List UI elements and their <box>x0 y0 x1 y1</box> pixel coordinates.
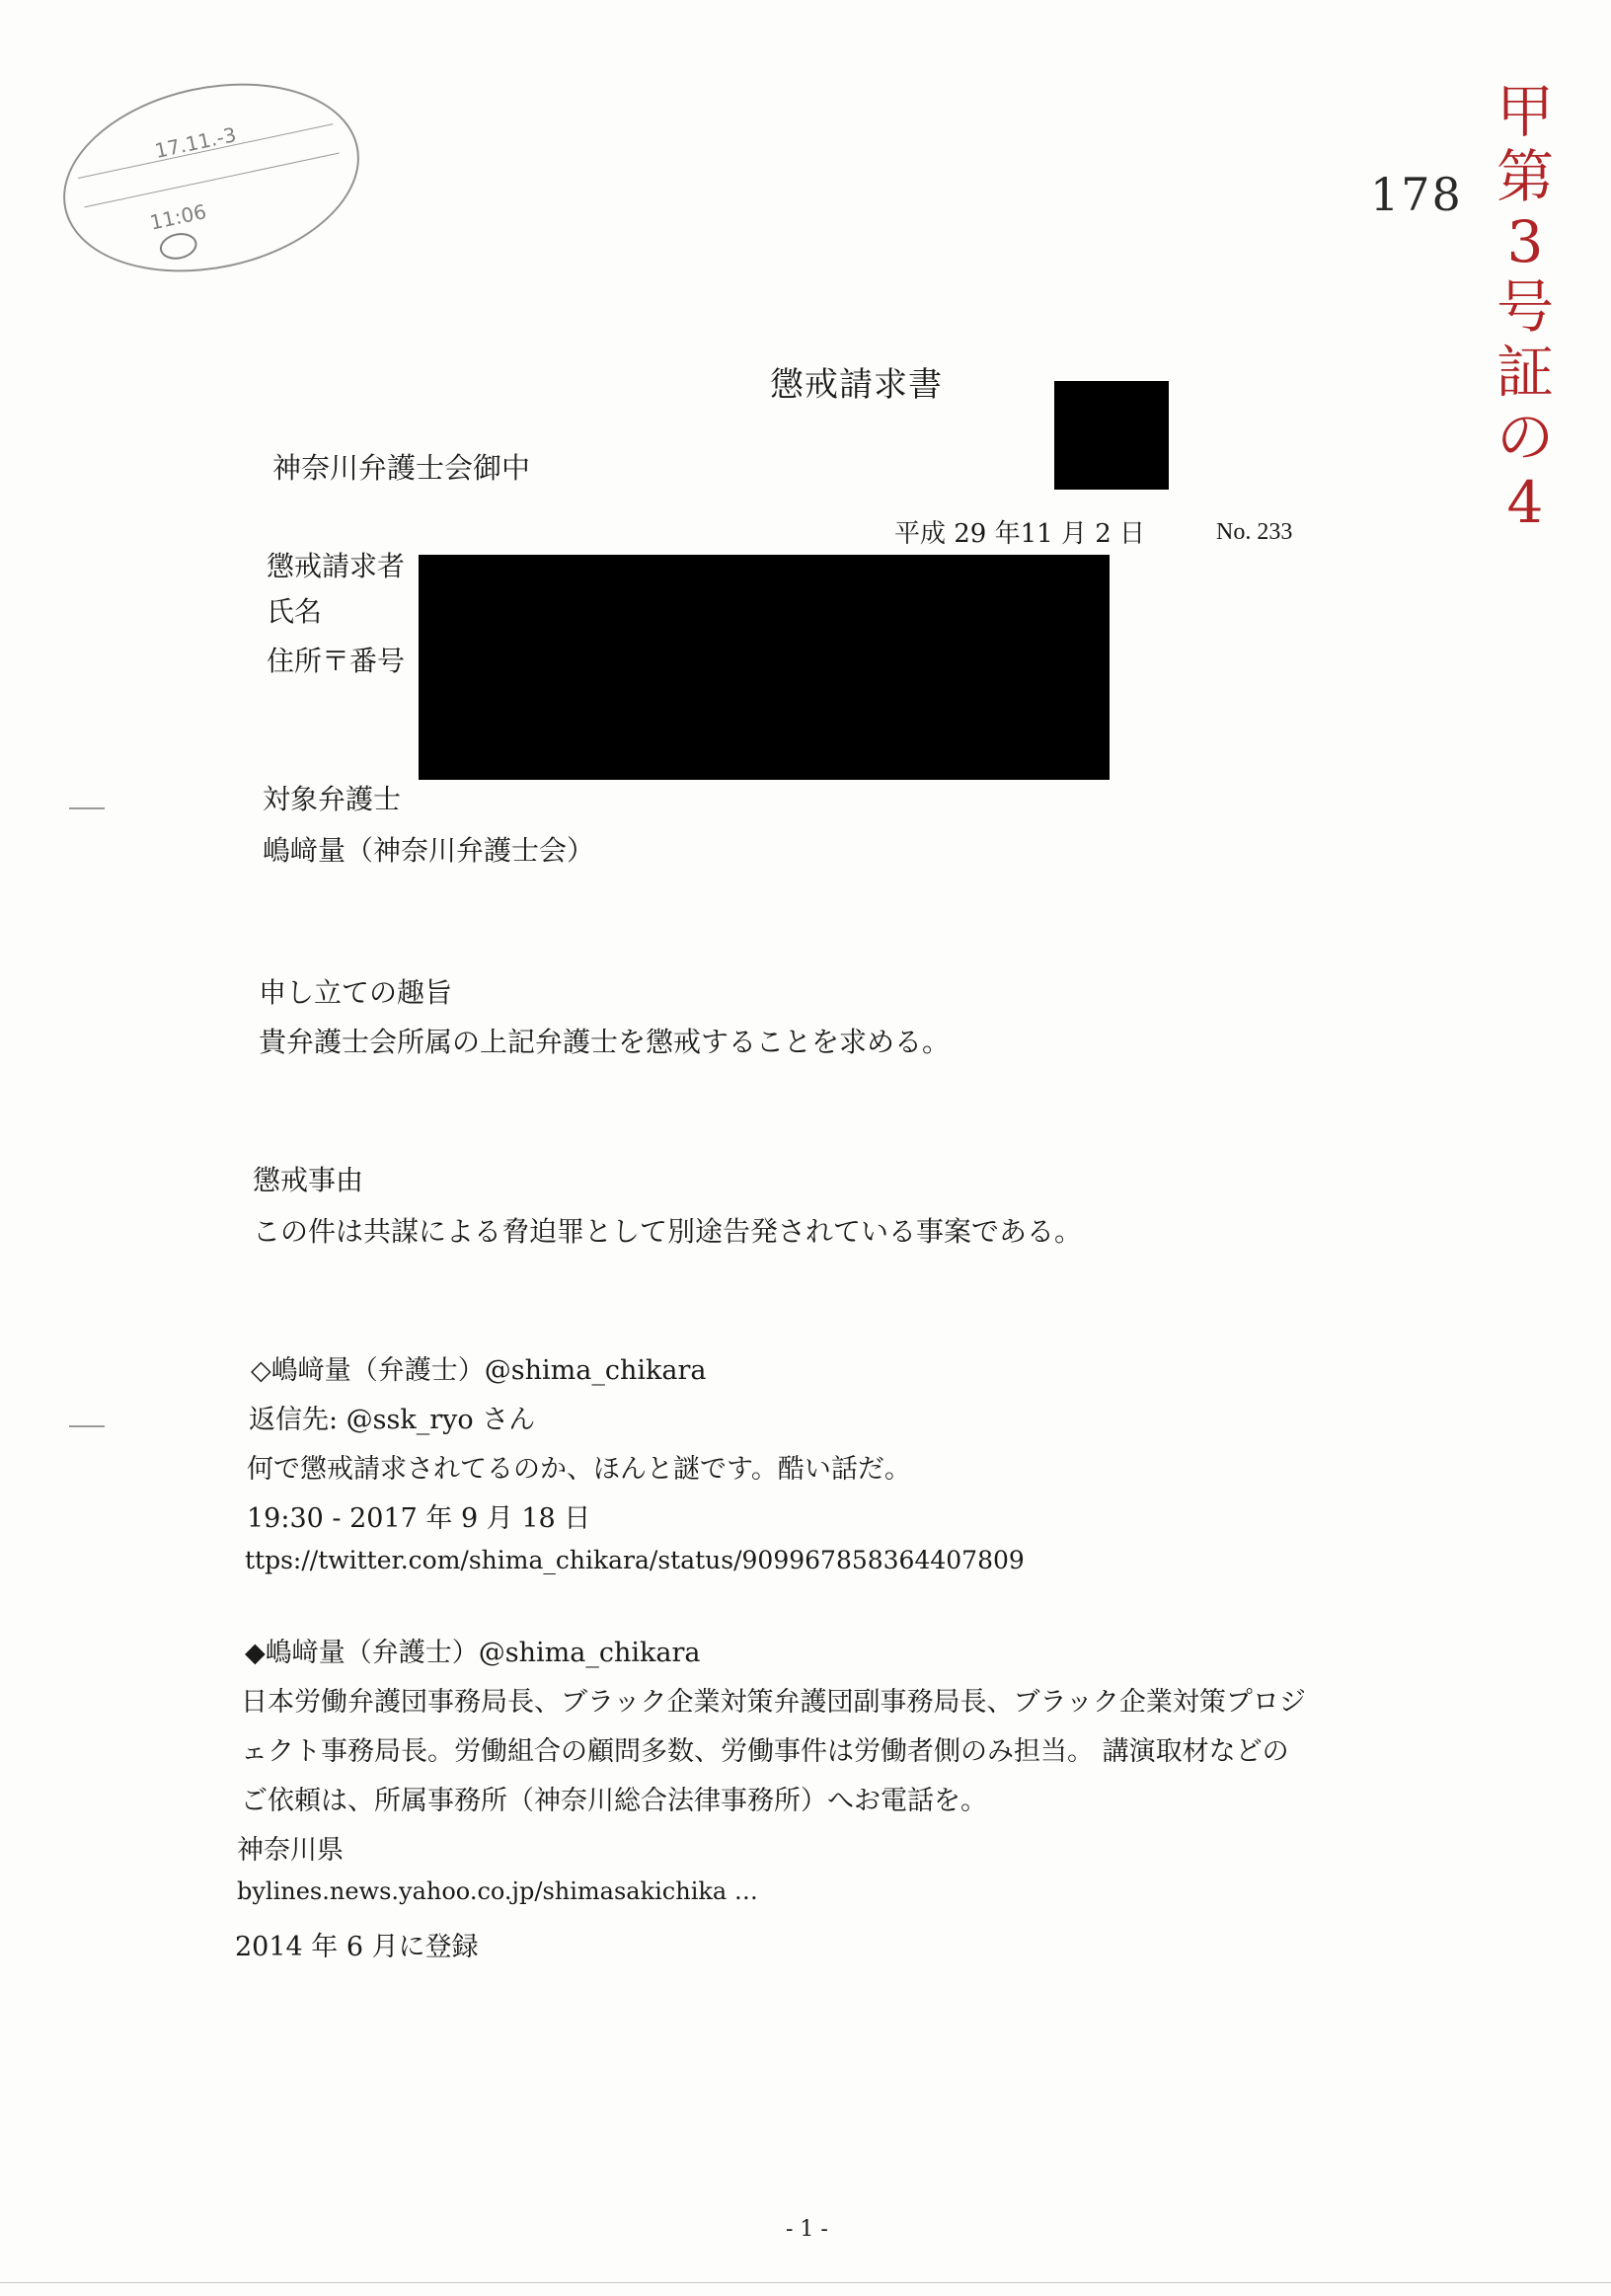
tweet-reply-to: 返信先: @ssk_ryo さん <box>249 1405 536 1435</box>
document-number: No. 233 <box>1216 519 1293 545</box>
profile-bio-line: ェクト事務局長。労働組合の顧問多数、労働事件は労働者側のみ担当。 講演取材などの <box>241 1736 1289 1767</box>
exhibit-char: 4 <box>1506 469 1544 536</box>
handwritten-page-number: 178 <box>1370 168 1463 221</box>
exhibit-char: の <box>1496 404 1554 471</box>
exhibit-char: 第 <box>1496 143 1554 210</box>
redaction-block-small <box>1054 381 1169 490</box>
page-footer-number: - 1 - <box>786 2217 828 2242</box>
profile-bio-line: ご依頼は、所属事務所（神奈川総合法律事務所）へお電話を。 <box>241 1786 987 1816</box>
profile-author: ◆嶋﨑量（弁護士）@shima_chikara <box>245 1638 701 1668</box>
addressee: 神奈川弁護士会御中 <box>272 451 531 485</box>
redaction-block-large <box>419 555 1110 780</box>
name-label: 氏名 <box>267 595 323 628</box>
purpose-heading: 申し立ての趣旨 <box>259 976 453 1009</box>
received-stamp <box>45 57 377 297</box>
stamp-time: 11:06 <box>147 199 209 235</box>
tweet-author: ◇嶋﨑量（弁護士）@shima_chikara <box>251 1355 707 1386</box>
profile-joined: 2014 年 6 月に登録 <box>235 1932 479 1962</box>
exhibit-char: 3 <box>1506 208 1544 275</box>
tweet-datetime: 19:30 - 2017 年 9 月 18 日 <box>247 1503 591 1534</box>
profile-link: bylines.news.yahoo.co.jp/shimasakichika … <box>237 1877 758 1905</box>
profile-location: 神奈川県 <box>237 1835 344 1866</box>
stamp-date: 17.11.-3 <box>152 122 239 163</box>
stamp-circle-mark <box>157 230 199 263</box>
complainant-label: 懲戒請求者 <box>267 550 406 582</box>
reason-text: この件は共謀による脅迫罪として別途告発されている事案である。 <box>253 1215 1083 1248</box>
exhibit-char: 甲 <box>1496 78 1554 145</box>
document-date: 平成 29 年11 月 2 日 <box>894 519 1146 549</box>
exhibit-char: 号 <box>1496 273 1554 341</box>
tweet-url: ttps://twitter.com/shima_chikara/status/909967858364407809 <box>245 1546 1025 1574</box>
scan-bottom-line <box>0 2282 1611 2283</box>
profile-bio-line: 日本労働弁護団事務局長、ブラック企業対策弁護団副事務局長、ブラック企業対策プロジ <box>241 1687 1306 1718</box>
target-lawyer-name: 嶋﨑量（神奈川弁護士会） <box>263 834 595 867</box>
target-lawyer-label: 対象弁護士 <box>263 783 402 815</box>
reason-heading: 懲戒事由 <box>253 1164 364 1196</box>
scan-edge-mark <box>69 1425 105 1427</box>
exhibit-label <box>1491 79 1560 535</box>
address-label: 住所〒番号 <box>267 645 406 677</box>
exhibit-char: 証 <box>1496 339 1554 406</box>
document-title: 懲戒請求書 <box>770 365 943 405</box>
purpose-text: 貴弁護士会所属の上記弁護士を懲戒することを求める。 <box>259 1026 951 1058</box>
tweet-text: 何で懲戒請求されてるのか、ほんと謎です。酷い話だ。 <box>247 1454 911 1485</box>
scan-edge-mark <box>69 807 105 809</box>
